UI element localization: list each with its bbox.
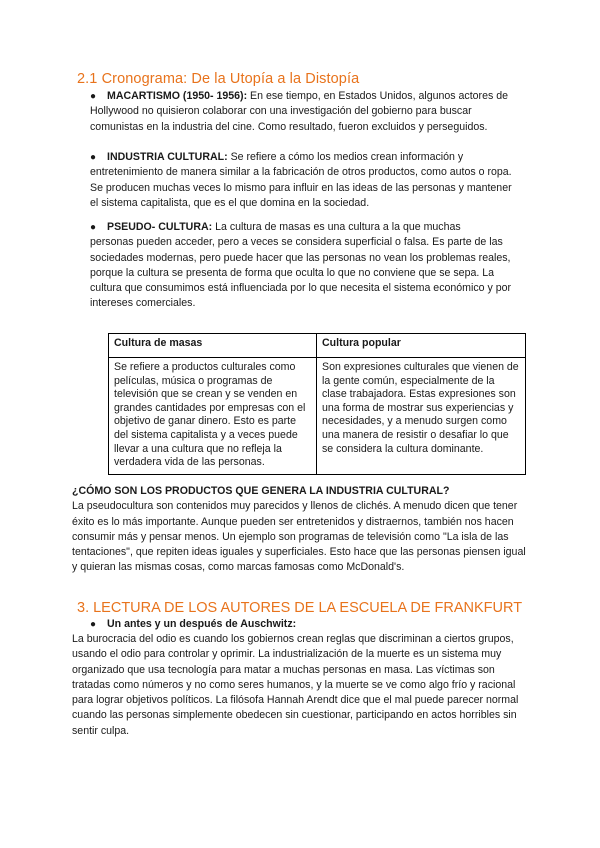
bullet-text-first: Se refiere a cómo los medios crean información y bbox=[227, 151, 464, 163]
bullet-text-first: En ese tiempo, en Estados Unidos, algunos actores de bbox=[247, 90, 508, 102]
table-header-cell: Cultura popular bbox=[317, 334, 526, 358]
products-section bbox=[72, 484, 532, 576]
table-header-cell: Cultura de masas bbox=[109, 334, 317, 358]
bullet-dot-icon: ● bbox=[90, 222, 97, 233]
section-3-subheading: Un antes y un después de Auschwitz: bbox=[107, 618, 297, 630]
bullet-pseudo-cultura bbox=[90, 220, 520, 312]
bullet-term: PSEUDO- CULTURA: bbox=[107, 221, 213, 233]
table-header-row bbox=[109, 334, 526, 358]
bullet-text-rest: Hollywood no quisieron colaborar con una investigación del gobierno para buscar comunistas en la industria del cine. Como resultado, fueron excluidos y perseguidos. bbox=[90, 105, 488, 133]
table-cell: Se refiere a productos culturales como películas, música o programas de televisión que se crean y se venden en grandes cantidades por empresas con el objetivo de ganar dinero. Esto es parte del sistema capitalista y a veces puede llevar a una cultura que no refleja la verdadera vida de las personas. bbox=[109, 358, 317, 475]
bullet-dot-icon: ● bbox=[90, 152, 97, 163]
table-row bbox=[109, 358, 526, 475]
section-3-title: 3. LECTURA DE LOS AUTORES DE LA ESCUELA DE FRANKFURT bbox=[77, 600, 523, 616]
table-cell: Son expresiones culturales que vienen de la gente común, especialmente de la clase trabajadora. Estas expresiones son una forma de mostrar sus experiencias y necesidades, y a menudo surgen como una manera de resistir o desafiar lo que se considera la cultura dominante. bbox=[317, 358, 526, 475]
bullet-text-first: La cultura de masas es una cultura a la que muchas bbox=[212, 221, 461, 233]
section-2-1-title: 2.1 Cronograma: De la Utopía a la Distopía bbox=[77, 71, 360, 87]
products-body: La pseudocultura son contenidos muy parecidos y llenos de clichés. A menudo dicen que tener éxito es lo más importante. Aunque pueden ser entretenidos y distraernos, también nos hacen consumir más y pensar menos. Un ejemplo son programas de televisión como "La isla de las tentaciones", que repiten ideas iguales y superficiales. Esto hace que las personas piensen igual y quieran las mismas cosas, como marcas famosas como McDonald's. bbox=[72, 500, 526, 574]
products-question: ¿CÓMO SON LOS PRODUCTOS QUE GENERA LA INDUSTRIA CULTURAL? bbox=[72, 485, 450, 497]
culture-comparison-table bbox=[108, 333, 526, 475]
bullet-term: INDUSTRIA CULTURAL: bbox=[107, 151, 228, 163]
bullet-industria-cultural bbox=[90, 150, 520, 211]
section-3-body: La burocracia del odio es cuando los gobiernos crean reglas que discriminan a ciertos grupos, usando el odio para controlar y oprimir. La industrialización de la muerte es un sistema muy organizado que usa tecnología para matar a muchas personas en masa. Las víctimas son tratadas como números y no como seres humanos, y la muerte se ve como algo frío y racional para lograr objetivos políticos. La filósofa Hannah Arendt dice que el mal puede parecer normal cuando las personas simplemente obedecen sin cuestionar, participando en actos horribles sin sentir culpa. bbox=[72, 633, 519, 737]
bullet-macartismo bbox=[90, 89, 520, 135]
bullet-text-rest: personas pueden acceder, pero a veces se considera superficial o falsa. Es parte de las sociedades modernas, pero puede hacer que las personas no vean los problemas reales, porque la cultura se presenta de forma que oculta lo que no conviene que se sepa. La cultura que consumimos está influenciada por lo que necesita el sistema económico y por intereses comerciales. bbox=[90, 236, 512, 310]
bullet-dot-icon: ● bbox=[90, 91, 97, 102]
bullet-auschwitz bbox=[90, 617, 520, 632]
bullet-term: MACARTISMO (1950- 1956): bbox=[107, 90, 248, 102]
bullet-text-rest: entretenimiento de manera similar a la fabricación de otros productos, como autos o ropa. Se producen muchas veces lo mismo para influir en las ideas de las personas y mantener el sistema capitalista, que es el que domina en la sociedad. bbox=[90, 166, 512, 209]
bullet-dot-icon: ● bbox=[90, 619, 97, 630]
